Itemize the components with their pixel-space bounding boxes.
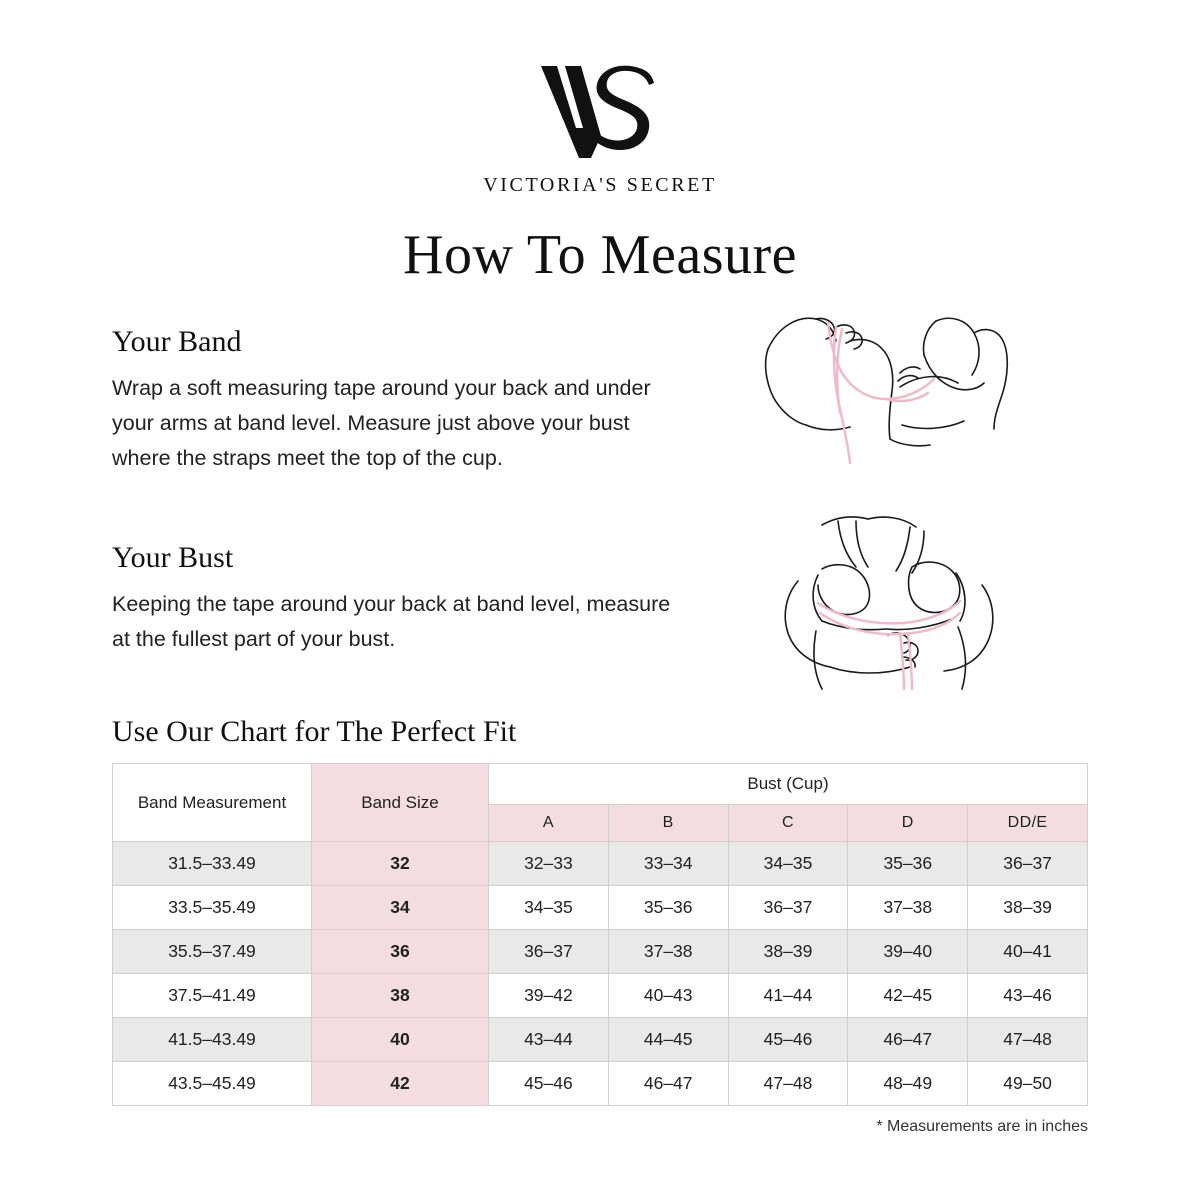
size-chart-body [113, 842, 1088, 1106]
table-row [113, 930, 1088, 974]
cell-cup-d: 37–38 [848, 886, 968, 930]
header-cup-a: A [489, 805, 609, 842]
cell-cup-b: 33–34 [608, 842, 728, 886]
brand-header [0, 0, 1200, 197]
table-row [113, 1062, 1088, 1106]
header-band-measurement: Band Measurement [113, 764, 312, 842]
cell-band-measurement: 35.5–37.49 [113, 930, 312, 974]
cell-cup-d: 35–36 [848, 842, 968, 886]
cell-cup-c: 45–46 [728, 1018, 848, 1062]
size-chart-header [113, 764, 1088, 842]
cell-cup-a: 36–37 [489, 930, 609, 974]
section-heading-band: Your Band [112, 325, 242, 358]
header-cup-c: C [728, 805, 848, 842]
cell-band-measurement: 37.5–41.49 [113, 974, 312, 1018]
cell-cup-dde: 47–48 [968, 1018, 1088, 1062]
cell-cup-dde: 43–46 [968, 974, 1088, 1018]
cell-cup-c: 36–37 [728, 886, 848, 930]
cell-band-size: 42 [312, 1062, 489, 1106]
cell-cup-a: 32–33 [489, 842, 609, 886]
cell-cup-c: 47–48 [728, 1062, 848, 1106]
header-band-size: Band Size [312, 764, 489, 842]
cell-cup-a: 39–42 [489, 974, 609, 1018]
cell-cup-b: 35–36 [608, 886, 728, 930]
cell-cup-c: 41–44 [728, 974, 848, 1018]
cell-band-size: 36 [312, 930, 489, 974]
cell-cup-d: 39–40 [848, 930, 968, 974]
cell-cup-b: 40–43 [608, 974, 728, 1018]
section-body-band: Wrap a soft measuring tape around your back and under your arms at band level. Measure just above your bust where the straps meet the top of the cup. [112, 376, 651, 470]
cell-cup-dde: 36–37 [968, 842, 1088, 886]
cell-band-measurement: 33.5–35.49 [113, 886, 312, 930]
cell-band-size: 32 [312, 842, 489, 886]
header-bust-group: Bust (Cup) [489, 764, 1088, 805]
table-row [113, 974, 1088, 1018]
section-your-bust [0, 541, 1200, 657]
cell-cup-c: 34–35 [728, 842, 848, 886]
cell-cup-b: 46–47 [608, 1062, 728, 1106]
cell-cup-a: 43–44 [489, 1018, 609, 1062]
section-your-band [0, 325, 1200, 475]
table-header-row-1 [113, 764, 1088, 805]
section-heading-bust: Your Bust [112, 541, 234, 575]
brand-name: VICTORIA'S SECRET [483, 174, 717, 196]
header-cup-b: B [608, 805, 728, 842]
cell-band-measurement: 31.5–33.49 [113, 842, 312, 886]
cell-cup-c: 38–39 [728, 930, 848, 974]
cell-band-measurement: 43.5–45.49 [113, 1062, 312, 1106]
cell-cup-d: 42–45 [848, 974, 968, 1018]
cell-cup-b: 44–45 [608, 1018, 728, 1062]
vs-monogram-icon [535, 58, 665, 166]
cell-cup-d: 46–47 [848, 1018, 968, 1062]
cell-cup-d: 48–49 [848, 1062, 968, 1106]
page-title: How To Measure [403, 224, 797, 286]
cell-cup-a: 45–46 [489, 1062, 609, 1106]
cell-cup-dde: 49–50 [968, 1062, 1088, 1106]
cell-band-measurement: 41.5–43.49 [113, 1018, 312, 1062]
header-cup-dde: DD/E [968, 805, 1088, 842]
woman-measuring-bust-illustration [760, 511, 1060, 696]
cell-band-size: 38 [312, 974, 489, 1018]
table-row [113, 886, 1088, 930]
chart-heading: Use Our Chart for The Perfect Fit [112, 715, 517, 749]
cell-cup-a: 34–35 [489, 886, 609, 930]
cell-cup-b: 37–38 [608, 930, 728, 974]
cell-cup-dde: 38–39 [968, 886, 1088, 930]
measurement-footnote: * Measurements are in inches [876, 1118, 1088, 1136]
cell-band-size: 40 [312, 1018, 489, 1062]
table-row [113, 842, 1088, 886]
size-chart-table [112, 763, 1088, 1106]
cell-cup-dde: 40–41 [968, 930, 1088, 974]
cell-band-size: 34 [312, 886, 489, 930]
header-cup-d: D [848, 805, 968, 842]
table-row [113, 1018, 1088, 1062]
section-body-bust: Keeping the tape around your back at band level, measure at the fullest part of your bust. [112, 592, 671, 652]
woman-measuring-band-illustration [750, 307, 1090, 472]
